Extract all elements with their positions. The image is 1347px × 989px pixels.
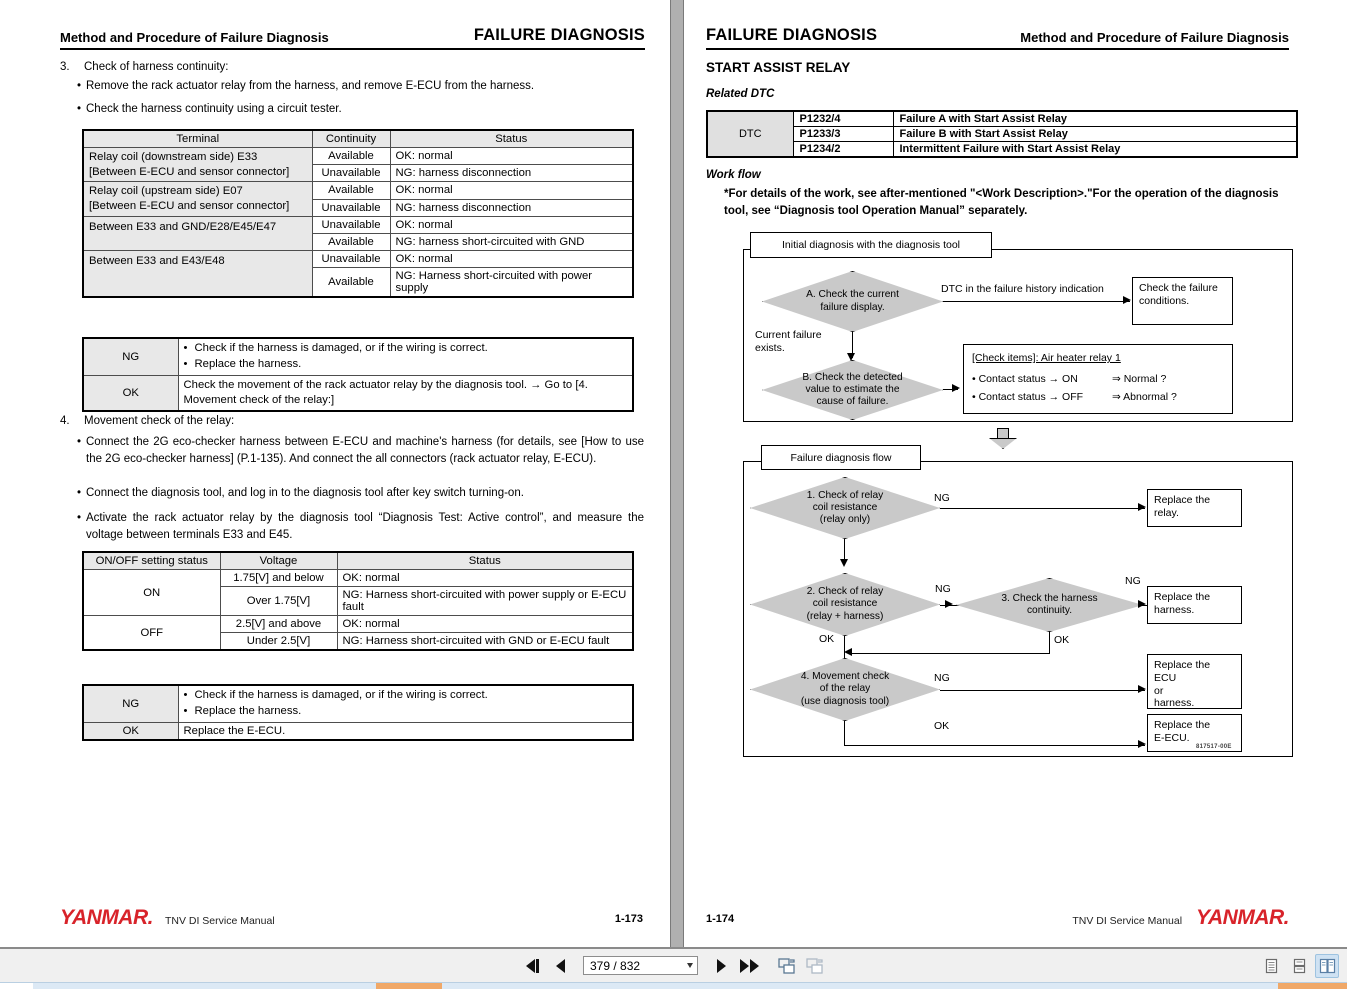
table-row (83, 148, 633, 165)
flow-node-3-label (991, 593, 1107, 617)
previous-page-button[interactable] (549, 955, 571, 977)
flow-edge-4-ok-h (844, 745, 1145, 746)
flow-node-4-line1: 4. Movement check (800, 671, 890, 683)
status-value: OK: normal (337, 616, 633, 633)
onoff-value: OFF (83, 616, 220, 651)
table-row (83, 250, 633, 267)
flow-node-a-line1: A. Check the current (806, 289, 899, 301)
voltage-value: Over 1.75[V] (220, 587, 337, 616)
page-number-value: 379 / 832 (590, 958, 641, 973)
flow-node-1-line3: (relay only) (819, 514, 871, 526)
col-status: Status (337, 552, 633, 570)
flow-node-1 (750, 477, 940, 539)
box-line2: or (1154, 684, 1164, 697)
ng-label: NG (83, 685, 178, 722)
ok-text: Replace the E-ECU. (178, 722, 633, 740)
step-4-title: Movement check of the relay: (84, 415, 235, 427)
flow-arrow-right (945, 600, 953, 608)
col-onoff: ON/OFF setting status (83, 552, 220, 570)
table-row (83, 685, 633, 722)
bullet-dot: • (183, 357, 188, 370)
flow-edge-3-ok-v (1049, 632, 1050, 653)
flow-node-2-line3: (relay + harness) (806, 610, 884, 622)
flow-arrow-right (1138, 600, 1146, 608)
flow-arrow-right (1138, 740, 1146, 748)
dtc-label: DTC (707, 111, 793, 157)
workflow-note: *For details of the work, see after-mentioned "<Work Description>."For the operation of the diagnosis tool, see “Diagnosis tool Operation Manual” separately. (724, 188, 1279, 217)
bar-icon (536, 959, 539, 973)
ok-label: OK (83, 375, 178, 411)
check-items-title: [Check items]: Air heater relay 1 (972, 352, 1121, 364)
ok-text: Check the movement of the rack actuator relay by the diagnosis tool. → Go to [4. Movement check of the relay:] (178, 375, 633, 411)
taskbar-segment (1278, 983, 1347, 989)
status-value: OK: normal (390, 148, 633, 165)
table-row (83, 338, 633, 375)
bullet-dot: • (77, 436, 82, 448)
triangle-right-icon (740, 959, 749, 973)
check-item-left: • Contact status → ON (972, 373, 1078, 386)
box-line2: E-ECU. (1154, 731, 1190, 744)
flow-edge-1-ng-label: NG (934, 492, 950, 504)
export-icon (778, 957, 796, 975)
viewer-toolbar[interactable] (0, 947, 1347, 982)
table-row (83, 375, 633, 411)
step-4-bullet-2 (77, 487, 644, 499)
dtc-desc: Failure A with Start Assist Relay (893, 111, 1297, 127)
flowchart-failure-diagnosis-flow (686, 0, 1347, 947)
flow-node-b-line2: value to estimate the (805, 383, 900, 395)
bullet-dot: • (183, 704, 188, 717)
taskbar-segment (376, 983, 442, 989)
bullet-dot: • (77, 80, 82, 92)
table-row (83, 216, 633, 233)
bullet-text: Connect the diagnosis tool, and log in to the diagnosis tool after key switch turning-on. (86, 487, 524, 499)
flow-node-4-label (791, 671, 899, 708)
check-item-right: ⇒ Normal ? (1112, 373, 1167, 386)
flow-node-2 (750, 573, 940, 636)
page-nav-group (521, 955, 826, 977)
dtc-code: P1234/2 (793, 142, 893, 158)
box-line2: relay. (1154, 506, 1179, 519)
flow-node-1-line2: coil resistance (812, 501, 878, 513)
layout-button-group (1259, 954, 1339, 978)
page-number-left: 1-173 (614, 913, 643, 925)
export-button[interactable] (776, 955, 798, 977)
flow-node-a-line2: failure display. (820, 301, 885, 313)
continuity-value: Unavailable (312, 199, 390, 216)
page-number-combobox[interactable] (583, 956, 698, 975)
check-item-left: • Contact status → OFF (972, 391, 1084, 404)
table-header-row (83, 552, 633, 570)
flow-bottom-title: Failure diagnosis flow (790, 451, 892, 464)
continuity-value: Available (312, 148, 390, 165)
box-line1: Check the failure (1139, 282, 1218, 294)
step-3-bullet-2 (77, 103, 637, 115)
yanmar-logo: YANMAR. (60, 906, 153, 929)
flow-edge-3-ok-label: OK (1054, 634, 1070, 646)
terminal-text-line1: Relay coil (downstream side) E33 (89, 151, 258, 163)
runhead-left-section: FAILURE DIAGNOSIS (473, 26, 645, 44)
step-4-bullet-3 (77, 510, 644, 543)
flow-node-b-line3: cause of failure. (816, 396, 889, 408)
figure-code: 817517-00E (1196, 744, 1232, 750)
continuity-value: Unavailable (312, 250, 390, 267)
flow-arrow-left (844, 648, 852, 656)
ng-label: NG (83, 338, 178, 375)
page-gutter (670, 0, 684, 947)
page-left (0, 0, 670, 947)
terminal-text-line2: [Between E-ECU and sensor connector] (89, 200, 290, 213)
terminal-text-line1: Between E33 and GND/E28/E45/E47 (89, 220, 277, 233)
edge-label-line1: Current failure (755, 329, 822, 341)
dtc-code: P1233/3 (793, 127, 893, 142)
step-4-number: 4. (60, 415, 70, 427)
bullet-dot: • (183, 689, 188, 701)
bullet-text: Activate the rack actuator relay by the diagnosis tool “Diagnosis Test: Active control”, and measure the voltage between terminals E33 and E45. (86, 512, 644, 541)
voltage-value: 2.5[V] and above (220, 616, 337, 633)
flow-edge-2-ng-label: NG (935, 583, 951, 595)
terminal-text-line2: [Between E-ECU and sensor connector] (89, 165, 290, 178)
flow-edge-4-ok-label: OK (934, 720, 950, 732)
flow-arrow-right (1138, 685, 1146, 693)
flow-node-3-line1: 3. Check the harness (1001, 592, 1098, 604)
status-value: NG: harness disconnection (390, 199, 633, 216)
flow-node-2-line2: coil resistance (812, 598, 878, 610)
continuity-value: Available (312, 182, 390, 199)
voltage-value: Under 2.5[V] (220, 633, 337, 651)
flow-edge-4-ok-v (844, 721, 845, 745)
box-line2: conditions. (1139, 294, 1190, 307)
runhead-left-title: Method and Procedure of Failure Diagnosis (60, 30, 329, 45)
manual-title: TNV DI Service Manual (164, 915, 275, 927)
flow-box-replace-harness (1147, 586, 1242, 624)
voltage-table (82, 551, 634, 651)
ok-label: OK (83, 722, 178, 740)
ng-bullet-text: Check if the harness is damaged, or if the wiring is correct. (194, 689, 488, 701)
runhead-left (60, 26, 645, 50)
flow-node-1-line1: 1. Check of relay (806, 489, 884, 501)
bullet-text: Remove the rack actuator relay from the harness, and remove E-ECU from the harness. (86, 80, 535, 92)
status-value: OK: normal (337, 570, 633, 587)
ng-bullet-text: Replace the harness. (194, 704, 302, 717)
col-status: Status (390, 130, 633, 148)
taskbar[interactable] (0, 982, 1347, 989)
status-value: NG: harness disconnection (390, 165, 633, 182)
flow-edge-4-ng-label: NG (934, 672, 950, 684)
facing-pages-icon (1319, 958, 1336, 974)
continuity-value: Available (312, 233, 390, 250)
flow-edge-a-right-label: DTC in the failure history indication (941, 283, 1104, 295)
facing-pages-view-button[interactable] (1315, 954, 1339, 978)
flow-edge-1-ng (940, 508, 1145, 509)
single-page-view-button[interactable] (1259, 954, 1283, 978)
yanmar-logo: YANMAR. (1196, 906, 1289, 929)
flow-box-replace-relay (1147, 489, 1242, 527)
triangle-right-icon (717, 959, 726, 973)
flow-edge-2-ok-label: OK (819, 633, 835, 645)
flow-node-a-label (796, 289, 909, 313)
continuous-page-icon (1292, 958, 1307, 974)
related-dtc-label: Related DTC (706, 88, 775, 100)
flow-bottom-title-box (761, 445, 921, 470)
bullet-dot: • (183, 342, 188, 354)
status-value: OK: normal (390, 250, 633, 267)
flow-edge-4-ng (940, 690, 1145, 691)
col-continuity: Continuity (312, 130, 390, 148)
table-row (83, 616, 633, 633)
status-value: NG: harness short-circuited with GND (390, 233, 633, 250)
runhead-right-title: Method and Procedure of Failure Diagnosis (1020, 30, 1289, 45)
edge-label-line2: exists. (755, 342, 785, 355)
triangle-right-icon (750, 959, 759, 973)
status-value: OK: normal (390, 182, 633, 199)
continuous-view-button[interactable] (1287, 954, 1311, 978)
page-number-right: 1-174 (706, 913, 735, 925)
flow-node-3-line2: continuity. (1026, 605, 1073, 616)
box-line1: Replace the (1154, 719, 1211, 731)
ng-bullet-text: Replace the harness. (194, 357, 302, 370)
first-page-button[interactable] (521, 955, 543, 977)
workflow-label: Work flow (706, 169, 761, 181)
bullet-text: Check the harness continuity using a circuit tester. (86, 103, 342, 115)
continuity-value: Unavailable (312, 165, 390, 182)
step-3-heading (60, 61, 620, 73)
triangle-left-icon (556, 959, 565, 973)
runhead-right-section: FAILURE DIAGNOSIS (706, 26, 878, 44)
status-value: OK: normal (390, 216, 633, 233)
box-line1: Replace the (1154, 591, 1211, 603)
terminal-text-line1: Between E33 and E43/E48 (89, 254, 225, 267)
col-terminal: Terminal (83, 130, 312, 148)
step-3-title: Check of harness continuity: (84, 61, 229, 73)
step-3-bullet-1 (77, 80, 637, 92)
flow-arrow-down (840, 559, 848, 567)
table-header-row (83, 130, 633, 148)
box-line1: Replace the ECU (1154, 659, 1211, 684)
import-button[interactable] (804, 955, 826, 977)
col-voltage: Voltage (220, 552, 337, 570)
flow-arrow-right (1138, 503, 1146, 511)
flow-node-4-line2: of the relay (819, 683, 871, 695)
table-row (83, 182, 633, 199)
status-value: NG: Harness short-circuited with GND or E-ECU fault (337, 633, 633, 651)
step-4-bullet-1 (77, 434, 644, 467)
footer-right (1072, 906, 1289, 930)
flow-edge-3-ng-label: NG (1125, 575, 1141, 587)
status-value: NG: Harness short-circuited with power supply (390, 267, 633, 297)
flow-node-4-line3: (use diagnosis tool) (800, 695, 890, 707)
flow-node-4 (750, 658, 940, 721)
box-line2: harness. (1154, 603, 1195, 616)
step-3-number: 3. (60, 61, 70, 73)
judgement-table-2 (82, 684, 634, 741)
flow-node-1-label (797, 490, 893, 527)
bullet-dot: • (77, 512, 82, 524)
judgement-table-1 (82, 337, 634, 412)
onoff-value: ON (83, 570, 220, 616)
ng-bullet-text: Check if the harness is damaged, or if the wiring is correct. (194, 342, 488, 354)
footer-left (60, 906, 275, 930)
chevron-down-icon[interactable] (687, 963, 693, 968)
flow-box-replace-ecu-or-harness (1147, 654, 1242, 709)
bullet-text: Connect the 2G eco-checker harness between E-ECU and machine's harness (for details, see [How to use the 2G eco-checker harness] (P.1-135). And connect the all connectors (rack actuator relay, E-ECU). (86, 436, 644, 465)
triangle-left-icon (526, 959, 535, 973)
single-page-icon (1264, 958, 1279, 974)
import-icon (806, 957, 824, 975)
continuity-value: Unavailable (312, 216, 390, 233)
box-line1: Replace the (1154, 494, 1211, 506)
flow-node-b-label (792, 372, 912, 409)
bullet-dot: • (77, 103, 82, 115)
dtc-desc: Failure B with Start Assist Relay (893, 127, 1297, 142)
flow-edge-3-ok-h (848, 653, 1050, 654)
page-right (686, 0, 1347, 947)
step-4-heading (60, 415, 620, 427)
flow-node-b-line1: B. Check the detected (802, 371, 903, 383)
flow-node-2-label (797, 586, 894, 623)
continuity-table (82, 129, 634, 298)
last-page-button[interactable] (738, 955, 760, 977)
bullet-dot: • (77, 487, 82, 499)
dtc-desc: Intermittent Failure with Start Assist Relay (893, 142, 1297, 158)
taskbar-segment (0, 983, 33, 989)
check-item-right: ⇒ Abnormal ? (1112, 391, 1177, 404)
box-line3: harness. (1154, 697, 1195, 710)
next-page-button[interactable] (710, 955, 732, 977)
continuity-value: Available (312, 267, 390, 297)
flow-node-2-line1: 2. Check of relay (806, 586, 884, 598)
dtc-code: P1232/4 (793, 111, 893, 127)
table-row (83, 722, 633, 740)
table-row (83, 570, 633, 587)
voltage-value: 1.75[V] and below (220, 570, 337, 587)
section-title: START ASSIST RELAY (706, 60, 851, 75)
flow-node-3 (956, 578, 1143, 632)
terminal-text-line1: Relay coil (upstream side) E07 (89, 185, 243, 198)
flow-top-title: Initial diagnosis with the diagnosis tool (781, 239, 961, 251)
manual-title: TNV DI Service Manual (1072, 915, 1183, 927)
status-value: NG: Harness short-circuited with power supply or E-ECU fault (337, 587, 633, 616)
